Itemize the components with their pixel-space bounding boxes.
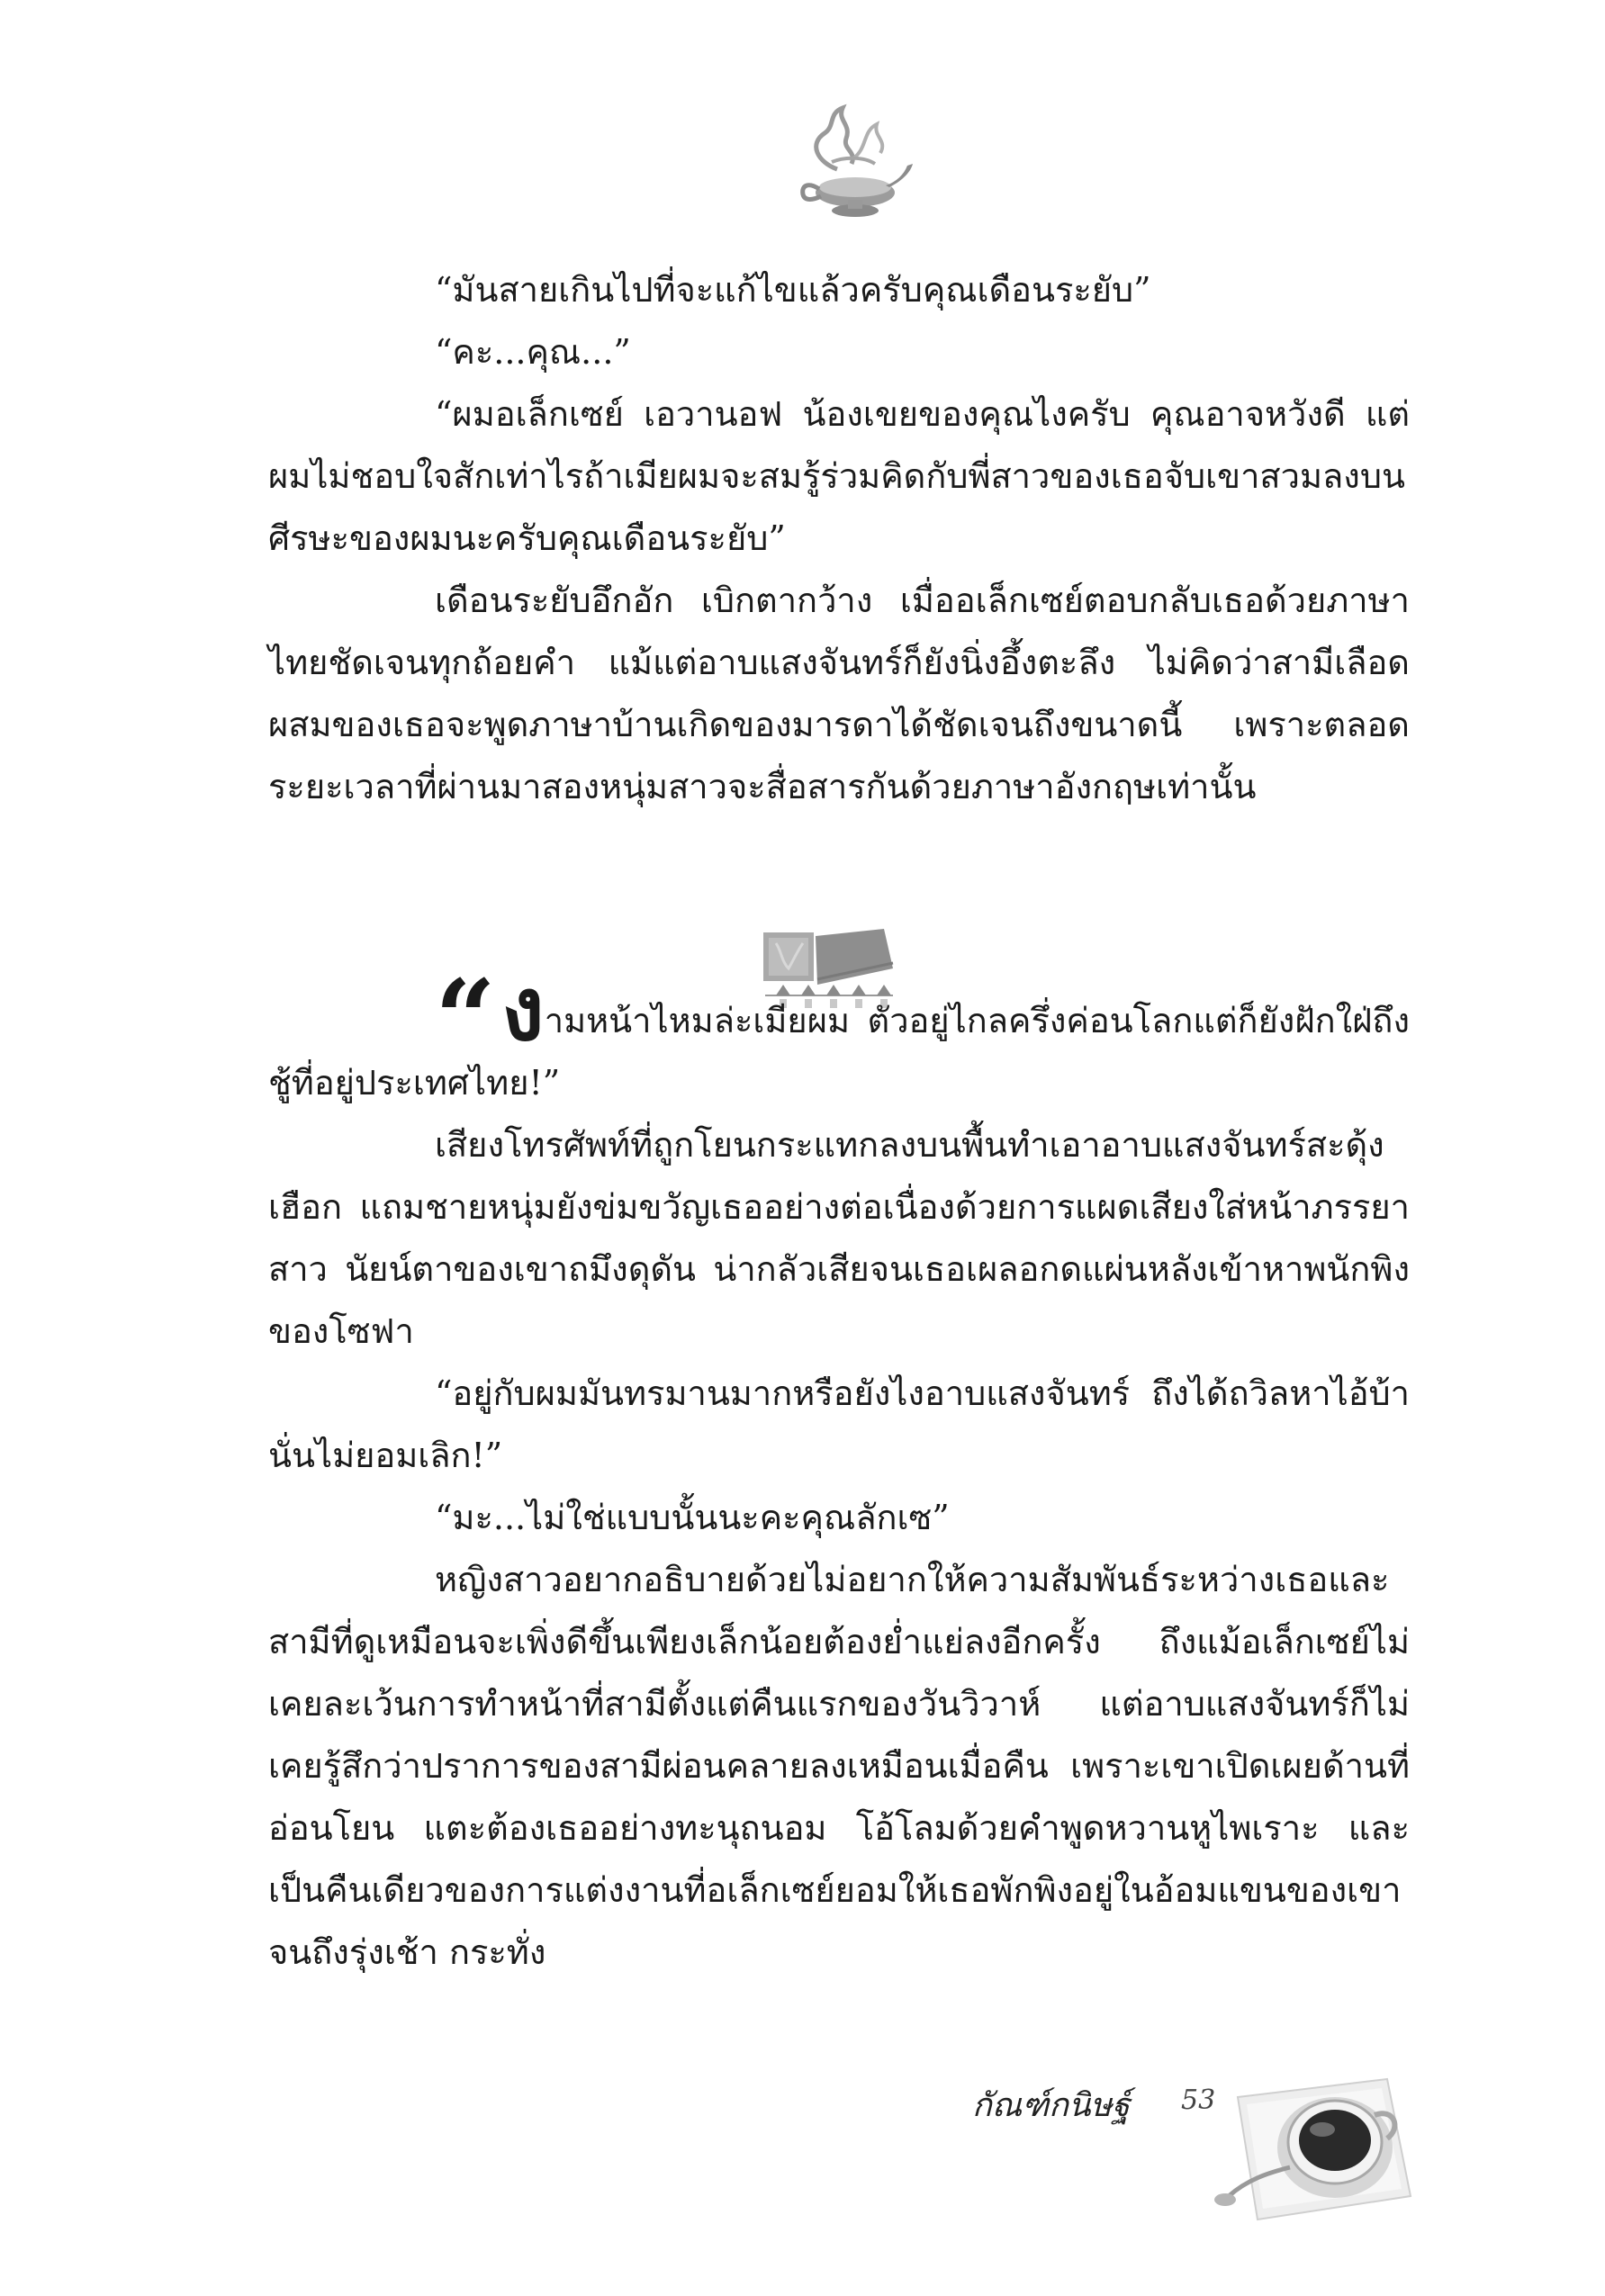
dialogue-paragraph: “มะ...ไม่ใช่แบบนั้นนะคะคุณลักเซ”	[435, 1498, 950, 1537]
dialogue-paragraph: “คะ...คุณ...”	[435, 332, 631, 372]
genie-lamp-icon	[781, 99, 916, 234]
coffee-cup-icon	[1211, 2061, 1418, 2223]
book-title: กัณฑ์กนิษฐ์	[972, 2087, 1131, 2124]
narrative-section-1	[268, 259, 1410, 818]
opening-paragraph-text: ามหน้าไหมล่ะเมียผม ตัวอยู่ไกลครึ่งค่อนโลกแต่ก็ยังฝักใฝ่ถึงชู้ที่อยู่ประเทศไทย!”	[268, 1001, 1410, 1103]
narrative-paragraph: เดือนระยับอึกอัก เบิกตากว้าง เมื่ออเล็กเซย์ตอบกลับเธอด้วยภาษาไทยชัดเจนทุกถ้อยคำ แม้แต่อาบแสงจันทร์ก็ยังนิ่งอึ้งตะลึง ไม่คิดว่าสามีเลือดผสมของเธอจะพูดภาษาบ้านเกิดของมารดาได้ชัดเจนถึงขนาดนี้ เพราะตลอดระยะเวลาที่ผ่านมาสองหนุ่มสาวจะสื่อสารกันด้วยภาษาอังกฤษเท่านั้น	[268, 581, 1410, 806]
narrative-paragraph: เสียงโทรศัพท์ที่ถูกโยนกระแทกลงบนพื้นทำเอาอาบแสงจันทร์สะดุ้งเฮือก แถมชายหนุ่มยังข่มขวัญเธออย่างต่อเนื่องด้วยการแผดเสียงใส่หน้าภรรยาสาว นัยน์ตาของเขาถมึงดุดัน น่ากลัวเสียจนเธอเผลอกดแผ่นหลังเข้าหาพนักพิงของโซฟา	[268, 1125, 1410, 1351]
dialogue-paragraph: “มันสายเกินไปที่จะแก้ไขแล้วครับคุณเดือนระยับ”	[435, 270, 1151, 310]
opening-quote-mark: “	[435, 956, 496, 1081]
page-number: 53	[1181, 2084, 1216, 2116]
narrative-section-2	[268, 956, 1410, 1984]
drop-cap-letter: ง	[500, 958, 545, 1061]
opening-paragraph	[268, 956, 1410, 1114]
narrative-paragraph: หญิงสาวอยากอธิบายด้วยไม่อยากให้ความสัมพันธ์ระหว่างเธอและสามีที่ดูเหมือนจะเพิ่งดีขึ้นเพียงเล็กน้อยต้องย่ำแย่ลงอีกครั้ง ถึงแม้อเล็กเซย์ไม่เคยละเว้นการทำหน้าที่สามีตั้งแต่คืนแรกของวันวิวาห์ แต่อาบแสงจันทร์ก็ไม่เคยรู้สึกว่าปราการของสามีผ่อนคลายลงเหมือนเมื่อคืน เพราะเขาเปิดเผยด้านที่อ่อนโยน แตะต้องเธออย่างทะนุถนอม โอ้โลมด้วยคำพูดหวานหูไพเราะ และเป็นคืนเดียวของการแต่งงานที่อเล็กเซย์ยอมให้เธอพักพิงอยู่ในอ้อมแขนของเขาจนถึงรุ่งเช้า กระทั่ง	[268, 1560, 1410, 1972]
dialogue-paragraph: “ผมอเล็กเซย์ เอวานอฟ น้องเขยของคุณไงครับ คุณอาจหวังดี แต่ผมไม่ชอบใจสักเท่าไรถ้าเมียผมจะสมรู้ร่วมคิดกับพี่สาวของเธอจับเขาสวมลงบนศีรษะของผมนะครับคุณเดือนระยับ”	[268, 394, 1410, 558]
dialogue-paragraph: “อยู่กับผมมันทรมานมากหรือยังไงอาบแสงจันทร์ ถึงได้ถวิลหาไอ้บ้านั่นไม่ยอมเลิก!”	[268, 1373, 1410, 1475]
